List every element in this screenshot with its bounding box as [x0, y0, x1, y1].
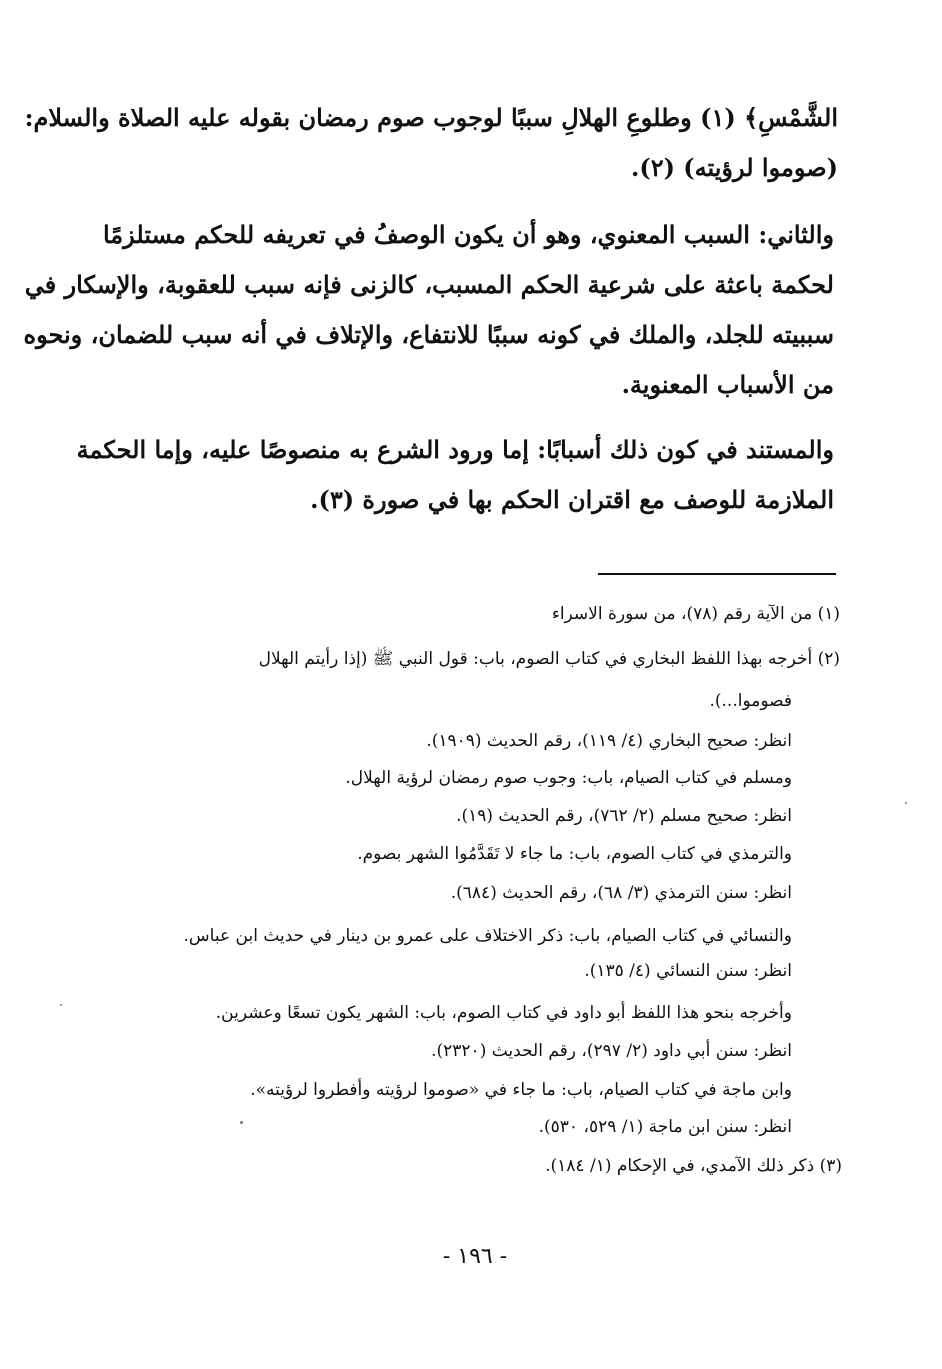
body-line-5: سببيته للجلد، والملك في كونه سببًا للانتفاع، والإتلاف في أنه سبب للضمان، ونحوه [23, 320, 834, 349]
body-line-2: (صوموا لرؤيته) (٢). [630, 153, 838, 182]
footnote-2-abudawud: وأخرجه بنحو هذا اللفظ أبو داود في كتاب الصوم، باب: الشهر يكون تسعًا وعشرين. [215, 1003, 792, 1023]
footnote-separator [598, 573, 836, 575]
footnote-3: (٣) ذكر ذلك الآمدي، في الإحكام (١/ ١٨٤). [545, 1156, 842, 1176]
body-line-6: من الأسباب المعنوية. [621, 370, 834, 399]
footnote-2-nasai: والنسائي في كتاب الصيام، باب: ذكر الاختلاف على عمرو بن دينار في حديث ابن عباس. [183, 926, 792, 946]
body-line-4: لحكمة باعثة على شرعية الحكم المسبب، كالزنى فإنه سبب للعقوبة، والإسكار في [24, 270, 834, 299]
footnote-2-ref-muslim: انظر: صحيح مسلم (٢/ ٧٦٢)، رقم الحديث (١٩). [456, 806, 792, 826]
scan-speck [60, 1004, 62, 1006]
body-line-8: الملازمة للوصف مع اقتران الحكم بها في صورة (٣). [310, 485, 834, 514]
footnote-1: (١) من الآية رقم (٧٨)، من سورة الاسراء [551, 604, 840, 624]
footnote-2-ref-bukhari: انظر: صحيح البخاري (٤/ ١١٩)، رقم الحديث (١٩٠٩). [426, 731, 792, 751]
body-line-1: الشَّمْسِ﴾ (١) وطلوعِ الهلالِ سببًا لوجوب صوم رمضان بقوله عليه الصلاة والسلام: [24, 103, 838, 132]
footnote-2-ref-ibnmajah: انظر: سنن ابن ماجة (١/ ٥٢٩، ٥٣٠). [538, 1117, 792, 1137]
scan-speck [905, 802, 907, 804]
footnote-2-ref-nasai: انظر: سنن النسائي (٤/ ١٣٥). [584, 961, 792, 981]
footnote-2-tirmidhi: والترمذي في كتاب الصوم، باب: ما جاء لا تَقَدَّمُوا الشهر بصوم. [357, 844, 792, 864]
footnote-2-ibnmajah: وابن ماجة في كتاب الصيام، باب: ما جاء في «صوموا لرؤيته وأفطروا لرؤيته». [250, 1080, 792, 1100]
footnote-2-muslim: ومسلم في كتاب الصيام، باب: وجوب صوم رمضان لرؤية الهلال. [345, 768, 792, 788]
footnote-2: (٢) أخرجه بهذا اللفظ البخاري في كتاب الصوم، باب: قول النبي ﷺ (إذا رأيتم الهلال [258, 649, 840, 669]
footnote-2-cont: فصوموا...). [709, 691, 792, 711]
footnote-2-ref-abudawud: انظر: سنن أبي داود (٢/ ٢٩٧)، رقم الحديث (٢٣٢٠). [431, 1041, 792, 1061]
body-line-7: والمستند في كون ذلك أسبابًا: إما ورود الشرع به منصوصًا عليه، وإما الحكمة [76, 435, 834, 464]
page-number: - ١٩٦ - [442, 1244, 508, 1269]
body-line-3: والثاني: السبب المعنوي، وهو أن يكون الوصفُ في تعريفه للحكم مستلزمًا [102, 220, 834, 249]
scan-speck [240, 1121, 243, 1124]
footnote-2-ref-tirmidhi: انظر: سنن الترمذي (٣/ ٦٨)، رقم الحديث (٦٨٤). [450, 883, 792, 903]
